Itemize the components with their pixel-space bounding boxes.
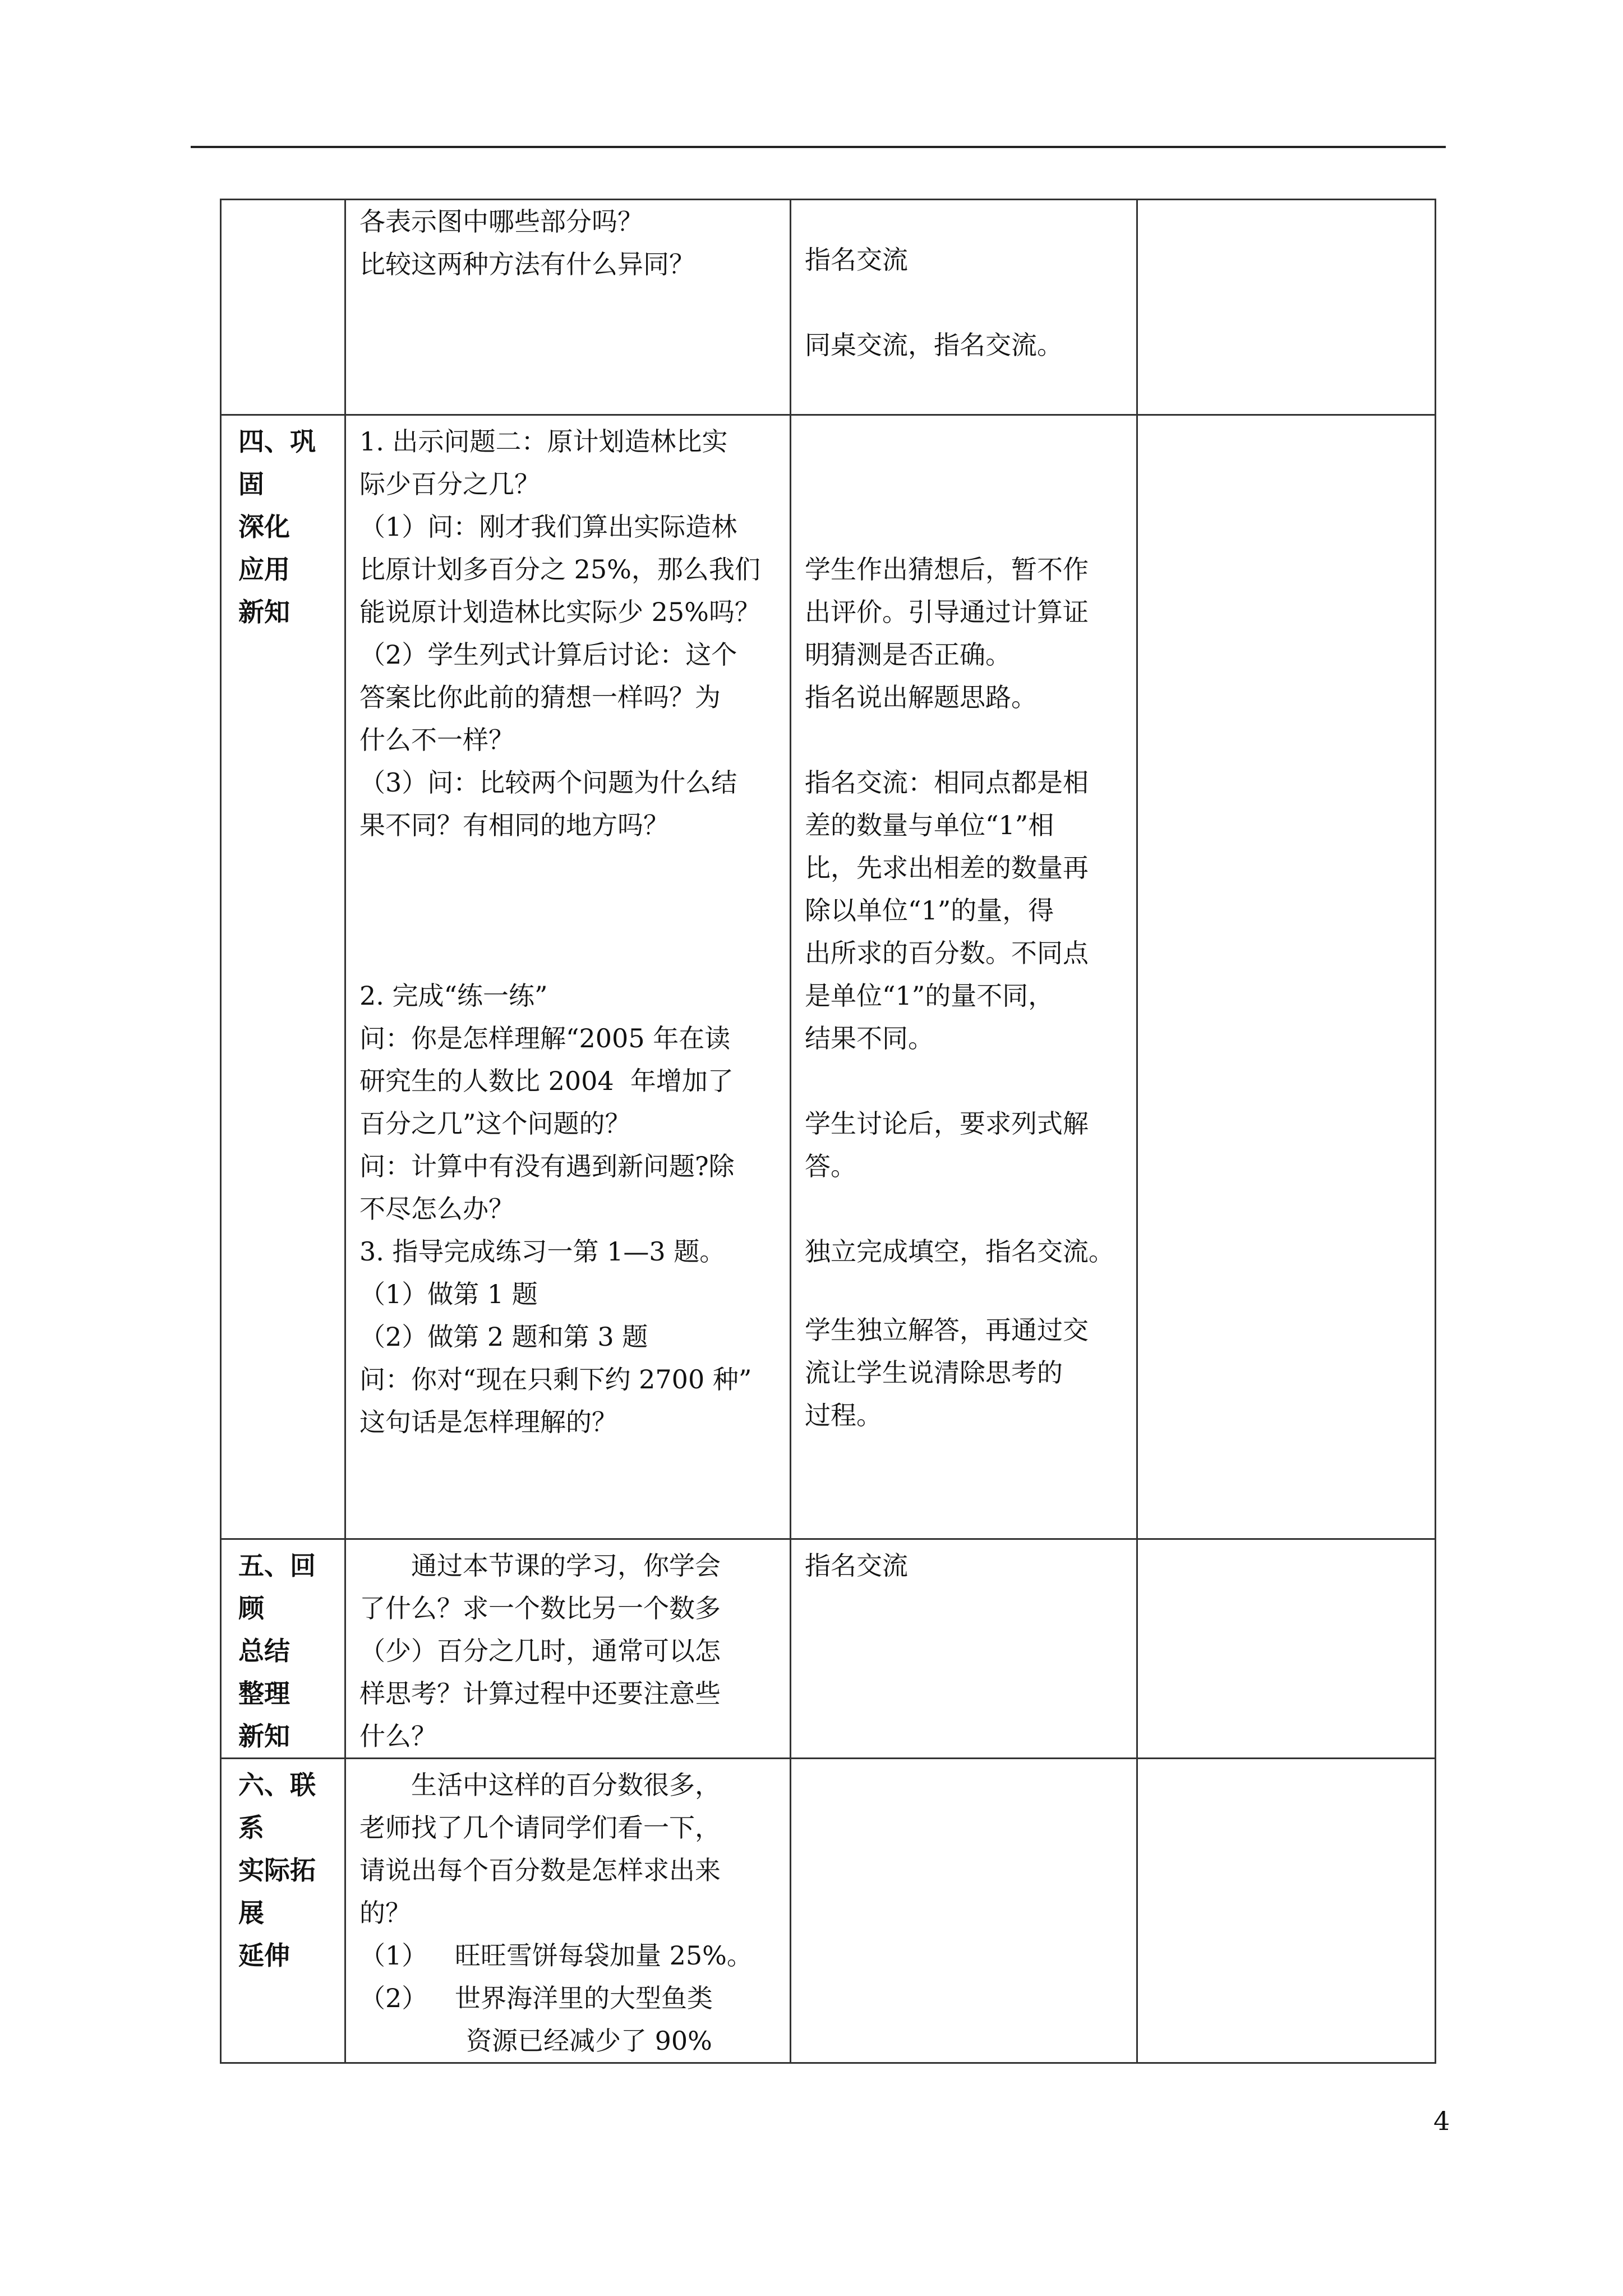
text-line: 指名交流 [805,1550,908,1581]
stage-label: 展 [238,1898,264,1928]
text-line: 流让学生说清除思考的 [805,1358,1063,1388]
text-line: 答案比你此前的猜想一样吗？为 [359,682,721,712]
text-line: 际少百分之几？ [359,469,540,499]
text-line: （1）问：刚才我们算出实际造林 [359,512,737,542]
list-item [359,1977,783,2019]
list-item [359,1934,783,1977]
page-number: 4 [1433,2106,1450,2136]
notes-cell [1137,1759,1436,2063]
text-line: （2）做第 2 题和第 3 题 [359,1322,648,1352]
text-line: 学生讨论后，要求列式解 [805,1108,1089,1139]
text-line: 比原计划多百分之 25%，那么我们 [359,554,760,585]
lesson-plan-table [220,199,1436,2064]
text-line: 各表示图中哪些部分吗？ [359,206,643,237]
text-line: 什么不一样？ [359,725,514,755]
content-cell [345,415,791,1539]
stage-cell [221,415,345,1539]
stage-label: 顾 [238,1593,264,1623]
item-text: 世界海洋里的大型鱼类 [455,1983,713,2013]
text-line: 请说出每个百分数是怎样求出来 [359,1855,721,1885]
text-line: 什么？ [359,1721,437,1751]
text-line: 答。 [805,1151,856,1181]
text-line: 指名交流：相同点都是相 [805,767,1089,798]
notes-cell [1137,1539,1436,1759]
text-line: 样思考？计算过程中还要注意些 [359,1678,721,1709]
stage-label: 整理 [238,1678,290,1709]
text-line: 除以单位“1”的量，得 [805,895,1054,926]
content-cell [345,200,791,415]
table-row [221,415,1436,1539]
text-line: 果不同？有相同的地方吗？ [359,810,669,840]
text-line: 生活中这样的百分数很多， [411,1770,721,1800]
stage-label: 应用 [238,554,290,585]
table-row [221,1759,1436,2063]
text-line: （少）百分之几时，通常可以怎 [359,1636,721,1666]
text-line: 这句话是怎样理解的？ [359,1407,617,1437]
item-number: （1） [359,1940,428,1971]
text-line: 2. 完成“练一练” [359,981,548,1011]
text-line: 指名交流 [805,245,908,275]
activity-cell [791,415,1137,1539]
activity-cell [791,1759,1137,2063]
text-line: 过程。 [805,1400,882,1430]
item-text: 旺旺雪饼每袋加量 25%。 [455,1940,753,1971]
text-line: （2）学生列式计算后讨论：这个 [359,639,737,670]
text-line: 的？ [359,1898,411,1928]
text-line: 百分之几”这个问题的？ [359,1108,631,1139]
text-line: 问：你是怎样理解“2005 年在读 [359,1023,731,1053]
content-cell [345,1539,791,1759]
text-line: （3）问：比较两个问题为什么结 [359,767,737,798]
text-line: 老师找了几个请同学们看一下， [359,1812,721,1843]
stage-label: 新知 [238,597,290,627]
stage-label: 新知 [238,1721,290,1751]
text-line: 了什么？求一个数比另一个数多 [359,1593,721,1623]
text-line: 出评价。引导通过计算证 [805,597,1089,627]
text-line: 比，先求出相差的数量再 [805,853,1089,883]
text-line: 能说原计划造林比实际少 25%吗？ [359,597,760,627]
header-rule [191,146,1446,148]
stage-label: 实际拓 [238,1855,316,1885]
stage-cell [221,200,345,415]
text-line: 学生独立解答，再通过交 [805,1315,1089,1345]
content-cell [345,1759,791,2063]
stage-cell [221,1539,345,1759]
text-line: 问：你对“现在只剩下约 2700 种” [359,1364,752,1395]
item-text: 资源已经减少了 90% [466,2026,712,2056]
activity-cell [791,1539,1137,1759]
stage-label: 固 [238,469,264,499]
stage-label: 总结 [238,1636,290,1666]
stage-label: 四、巩 [238,426,316,457]
stage-label: 延伸 [238,1940,290,1971]
text-line: 差的数量与单位“1”相 [805,810,1054,840]
notes-cell [1137,415,1436,1539]
text-line: 通过本节课的学习，你学会 [411,1550,721,1581]
table-row [221,200,1436,415]
stage-label: 六、联 [238,1770,316,1800]
table-row [221,1539,1436,1759]
text-line: （1）做第 1 题 [359,1279,538,1309]
text-line: 学生作出猜想后，暂不作 [805,554,1089,585]
text-line: 比较这两种方法有什么异同？ [359,249,695,279]
text-line: 问：计算中有没有遇到新问题?除 [359,1151,735,1181]
text-line: 同桌交流，指名交流。 [805,330,1063,360]
stage-label: 系 [238,1812,264,1843]
text-line: 独立完成填空，指名交流。 [805,1236,1114,1267]
stage-label: 五、回 [238,1550,316,1581]
text-line: 3. 指导完成练习一第 1—3 题。 [359,1236,726,1267]
text-line: 不尽怎么办？ [359,1194,514,1224]
text-line: 出所求的百分数。不同点 [805,938,1089,968]
notes-cell [1137,200,1436,415]
text-line: 1. 出示问题二：原计划造林比实 [359,426,728,457]
text-line: 研究生的人数比 2004 年增加了 [359,1066,734,1096]
text-line: 指名说出解题思路。 [805,682,1037,712]
stage-cell [221,1759,345,2063]
text-line: 是单位“1”的量不同， [805,981,1054,1011]
activity-cell [791,200,1137,415]
text-line: 明猜测是否正确。 [805,639,1011,670]
stage-label: 深化 [238,512,290,542]
text-line: 结果不同。 [805,1023,934,1053]
item-number: （2） [359,1983,428,2013]
